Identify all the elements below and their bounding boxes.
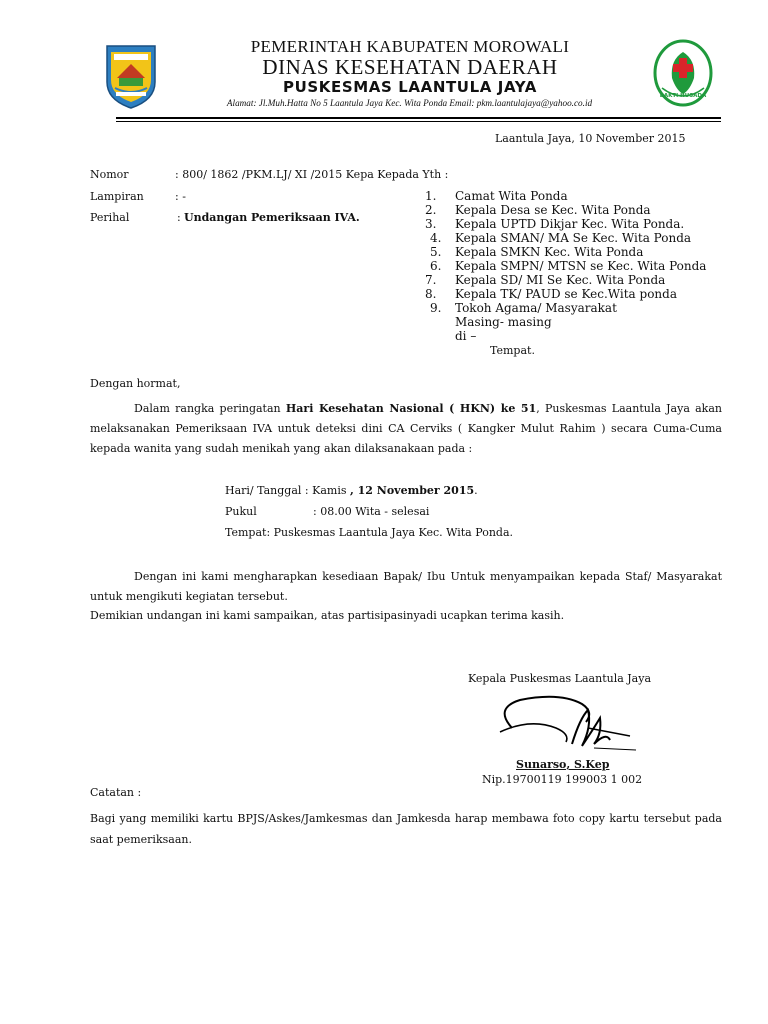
recipient-item: 9. Tokoh Agama/ Masyarakat — [430, 301, 617, 315]
lampiran-value: : - — [175, 190, 186, 203]
note-label: Catatan : — [90, 786, 142, 799]
left-logo — [103, 42, 159, 110]
regency-crest-icon — [103, 42, 159, 110]
lampiran-label: Lampiran — [90, 190, 144, 203]
header-rule-thick — [116, 117, 721, 119]
signatory-nip: Nip.19700119 199003 1 002 — [482, 773, 643, 786]
recipient-tempat: Tempat. — [490, 344, 535, 357]
header-rule-thin — [116, 121, 721, 122]
perihal-value: Undangan Pemeriksaan IVA. — [184, 211, 360, 224]
note-text: Bagi yang memiliki kartu BPJS/Askes/Jamkesmas dan Jamkesda harap membawa foto copy kartu tersebut pada saat pemeriksaan. — [90, 812, 722, 846]
perihal-label: Perihal — [90, 211, 130, 224]
signature-title: Kepala Puskesmas Laantula Jaya — [468, 672, 652, 685]
salutation: Dengan hormat, — [90, 377, 181, 390]
recipient-item: 2. Kepala Desa se Kec. Wita Ponda — [425, 203, 651, 217]
signatory-name: Sunarso, S.Kep — [516, 758, 610, 771]
letter-date: Laantula Jaya, 10 November 2015 — [495, 132, 686, 145]
event-day: Hari/ Tanggal : Kamis , 12 November 2015. — [225, 484, 478, 497]
perihal-colon: : — [177, 211, 181, 224]
recipient-masing: Masing- masing — [455, 315, 552, 329]
paragraph-1: Dalam rangka peringatan Hari Kesehatan Nasional ( HKN) ke 51, Puskesmas Laantula Jaya akan melaksanakan Pemeriksaan IVA untuk deteksi dini CA Cerviks ( Kangker Mulut Rahim ) secara Cuma-Cuma kepada wanita yang sudah menikah yang akan dilaksanakaan pada : — [90, 402, 722, 455]
signature-image — [490, 688, 640, 754]
event-time-value: : 08.00 Wita - selesai — [313, 505, 430, 518]
bakti-husada-label: BAKTI HUSADA — [659, 93, 707, 99]
recipient-di: di – — [455, 329, 477, 343]
recipient-item: 8. Kepala TK/ PAUD se Kec.Wita ponda — [425, 287, 677, 301]
recipient-item: 6. Kepala SMPN/ MTSN se Kec. Wita Ponda — [430, 259, 707, 273]
recipient-item: 3. Kepala UPTD Dikjar Kec. Wita Ponda. — [425, 217, 685, 231]
paragraph-2: Dengan ini kami mengharapkan kesediaan Bapak/ Ibu Untuk menyampaikan kepada Staf/ Masyarakat untuk mengikuti kegiatan tersebut. — [90, 570, 722, 603]
recipient-item: 7. Kepala SD/ MI Se Kec. Wita Ponda — [425, 273, 666, 287]
header-unit: PUSKESMAS LAANTULA JAYA — [283, 78, 537, 96]
recipient-item: 1. Camat Wita Ponda — [425, 189, 568, 203]
header-gov: PEMERINTAH KABUPATEN MOROWALI — [250, 37, 570, 56]
recipient-item: 5. Kepala SMKN Kec. Wita Ponda — [430, 245, 644, 259]
recipient-item: 4. Kepala SMAN/ MA Se Kec. Wita Ponda — [430, 231, 692, 245]
header-agency: DINAS KESEHATAN DAERAH — [262, 55, 558, 79]
right-logo — [650, 38, 716, 108]
nomor-label: Nomor — [90, 168, 129, 181]
nomor-value: : 800/ 1862 /PKM.LJ/ XI /2015 Kepa Kepada Yth : — [175, 168, 449, 181]
paragraph-3: Demikian undangan ini kami sampaikan, atas partisipasinyadi ucapkan terima kasih. — [90, 609, 565, 622]
event-place: Tempat: Puskesmas Laantula Jaya Kec. Wita Ponda. — [225, 526, 513, 539]
handwritten-signature-icon — [490, 688, 640, 754]
event-time-label: Pukul — [225, 505, 257, 518]
header-address: Alamat: Jl.Muh.Hatta No 5 Laantula Jaya Kec. Wita Ponda Email: pkm.laantulajaya@yahoo.co.id — [226, 98, 593, 108]
